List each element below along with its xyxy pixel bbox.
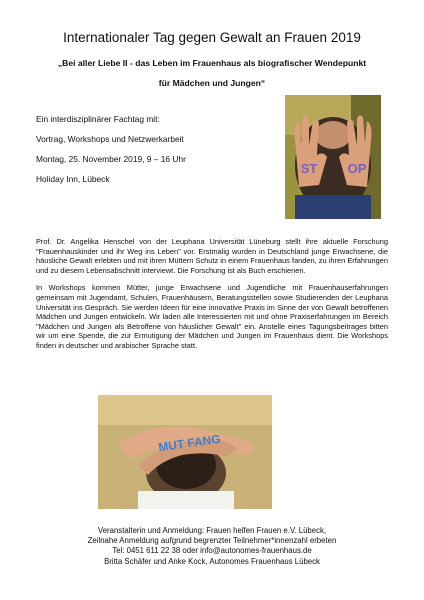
contact-line: Tel: 0451 611 22 38 oder info@autonomes-frauenhaus.de	[112, 546, 312, 556]
workshop-paragraph: In Workshops kommen Mütter, junge Erwachsene und Jugendliche mit Frauenhauserfahrungen gemeinsam mit Jugendamt, Schulen, Frauenhäusern, Beratungsstellen sowie Studierenden der Leuphana Universität ins Gespräch. Sie werden Ideen für eine innovative Praxis im Sinne der von Gewalt betroffenen Mädchen und Jungen entwickeln. Wir laden alle Interessierten mit und ohne Praxiserfahrungen im Bereich "Mädchen und Jungen als Betroffene von häuslicher Gewalt" ein. Anstelle eines Tagungsbeitrages bitten wir um eine Spende, die zur Ermutigung der Mädchen und Jungen im Frauenhaus dient. Die Workshops finden in deutscher und arabischer Sprache statt.	[36, 283, 388, 350]
research-paragraph: Prof. Dr. Angelika Henschel von der Leuphana Universität Lüneburg stellt ihre aktuelle Forschung "Frauenhauskinder und ihr Weg ins Leben" vor. Erstmalig wurden in Deutschland junge Erwachsene, die häusliche Gewalt erlebten und mit ihren Müttern Schutz in einem Frauenhaus fanden, zu ihren Erfahrungen und zu diesem Lebensabschnitt interviewt. Die Forschung ist als Buch erschienen.	[36, 237, 388, 275]
mut-fang-text: MUT FANG	[157, 431, 222, 455]
organizer-line: Veranstalterin und Anmeldung: Frauen helfen Frauen e.V. Lübeck,	[97, 526, 327, 535]
registration-line: Zeilnahe Anmeldung aufgrund begrenzter Teilnehmer*innenzahl erbeten	[87, 536, 337, 546]
stop-hands-photo	[285, 95, 381, 219]
body-text	[36, 237, 388, 359]
contact-persons-line: Britta Schäfer und Anke Kock, Autonomes Frauenhaus Lübeck	[104, 556, 320, 566]
program-line: Vortrag, Workshops und Netzwerkarbeit	[36, 134, 184, 144]
stop-text-left: ST	[300, 161, 318, 176]
child-arms-photo	[98, 395, 272, 509]
venue-line: Holiday Inn, Lübeck	[36, 174, 110, 184]
intro-line: Ein interdisziplinärer Fachtag mit:	[36, 114, 160, 124]
child-arms-illustration	[98, 395, 272, 509]
subtitle-line-1: „Bei aller Liebe II - das Leben im Frauenhaus als biografischer Wendepunkt	[57, 58, 367, 68]
footer-contact	[40, 526, 384, 567]
event-info	[36, 114, 276, 194]
subtitle	[40, 53, 384, 93]
subtitle-line-2: für Mädchen und Jungen“	[158, 78, 266, 88]
stop-hands-illustration	[285, 95, 381, 219]
page-title: Internationaler Tag gegen Gewalt an Frauen 2019	[63, 30, 361, 45]
date-line: Montag, 25. November 2019, 9 – 16 Uhr	[36, 154, 186, 164]
stop-text-right: OP	[347, 161, 367, 176]
